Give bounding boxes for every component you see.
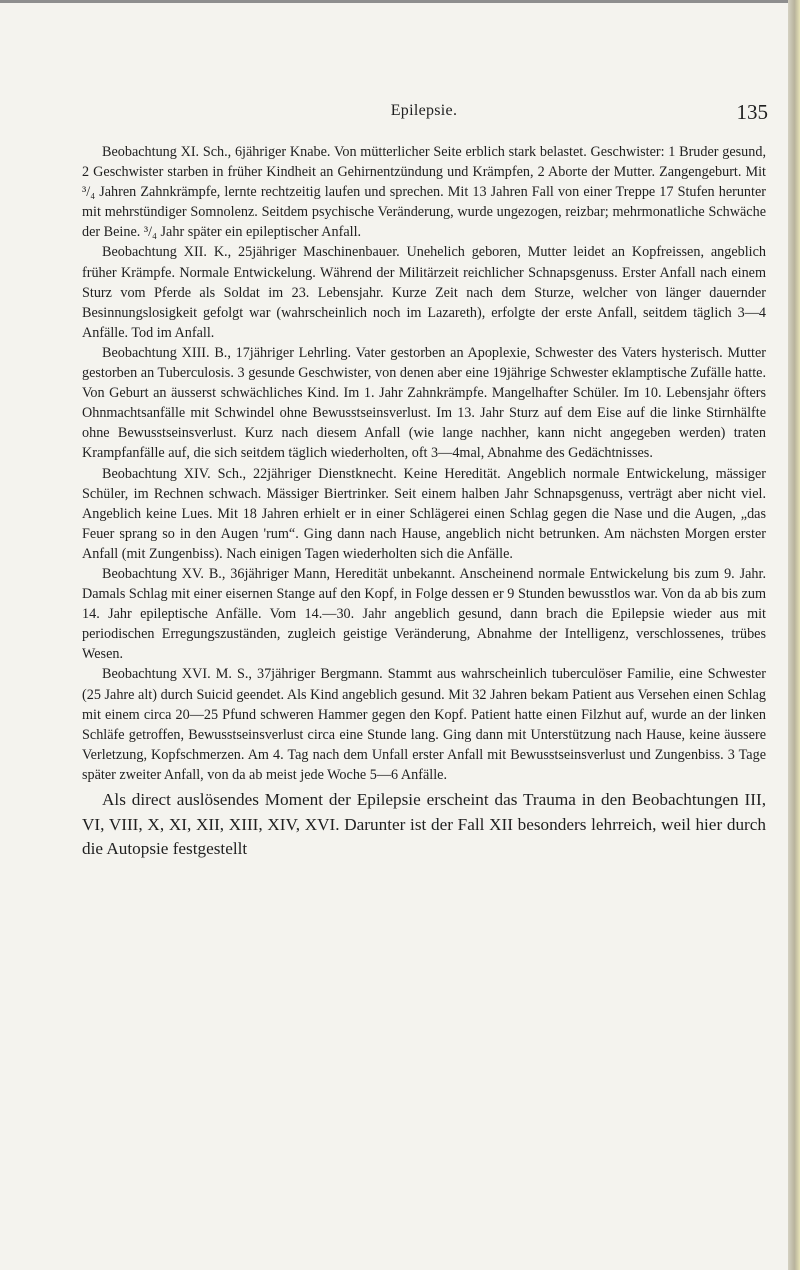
paragraph-conclusion: Als direct auslösendes Moment der Epilepsie erscheint das Trauma in den Beobachtungen III, VI, VIII, X, XI, XII, XIII, XIV, XVI. Darunter ist der Fall XII besonders lehrreich, weil hier durch die Autopsie festgestellt	[82, 790, 766, 858]
paragraph-observation-xv: Beobachtung XV. B., 36jähriger Mann, Heredität unbekannt. Anscheinend normale Entwickelung bis zum 9. Jahr. Damals Schlag mit einer eisernen Stange auf den Kopf, in Folge dessen er 9 Stunden bewusstlos war. Von da ab bis zum 14. Jahr epileptische Anfälle. Vom 14.—30. Jahr angeblich gesund, dann brach die Epilepsie wieder aus mit periodischen Erregungszuständen, zugleich geistige Veränderung, Abnahme der Intelligenz, verschlossenes, trübes Wesen.	[82, 565, 766, 663]
book-spine-edge	[788, 0, 800, 1270]
page-number: 135	[736, 100, 768, 124]
page-header	[80, 100, 768, 130]
paragraph-observation-xvi: Beobachtung XVI. M. S., 37jähriger Bergmann. Stammt aus wahrscheinlich tuberculöser Familie, eine Schwester (25 Jahre alt) durch Suicid geendet. Als Kind angeblich gesund. Mit 32 Jahren bekam Patient aus Versehen einen Schlag mit einem circa 20—25 Pfund schweren Hammer gegen den Kopf. Patient hatte einen Filzhut auf, wurde an der linken Schläfe getroffen, Bewusstseinsverlust circa eine Stunde lang. Ging dann mit Unterstützung nach Hause, keine äussere Verletzung, Kopfschmerzen. Am 4. Tag nach dem Unfall erster Anfall mit Bewusstseinsverlust und Zungenbiss. 3 Tage später zweiter Anfall, von da ab meist jede Woche 5—6 Anfälle.	[82, 666, 766, 783]
paragraph-observation-xii: Beobachtung XII. K., 25jähriger Maschinenbauer. Unehelich geboren, Mutter leidet an Kopfreissen, angeblich früher Krämpfe. Normale Entwickelung. Während der Militärzeit reichlicher Schnapsgenuss. Erster Anfall nach einem Sturz vom Pferde als Soldat im 23. Lebensjahr. Kurze Zeit nach dem Sturze, welcher von länger dauernder Besinnungslosigkeit gefolgt war (wahrscheinlich noch im Lazareth), erfolgte der erste Anfall, seitdem täglich 3—4 Anfälle. Tod im Anfall.	[82, 244, 766, 341]
paragraph-observation-xi: Beobachtung XI. Sch., 6jähriger Knabe. Von mütterlicher Seite erblich stark belastet. Geschwister: 1 Bruder gesund, 2 Geschwister starben in früher Kindheit an Gehirnentzündung und Krämpfen, 2 Aborte der Mutter. Zangengeburt. Mit ³/₄ Jahren Zahnkrämpfe, lernte rechtzeitig laufen und sprechen. Mit 13 Jahren Fall von einer Treppe 17 Stufen herunter mit mehrstündiger Somnolenz. Seitdem psychische Veränderung, wurde ungezogen, reizbar; mehrmonatliche Schwäche der Beine. ³/₄ Jahr später ein epileptischer Anfall.	[82, 144, 766, 241]
page-top-edge	[0, 0, 800, 3]
paragraph-observation-xiv: Beobachtung XIV. Sch., 22jähriger Dienstknecht. Keine Heredität. Angeblich normale Entwickelung, mässiger Schüler, im Rechnen schwach. Mässiger Biertrinker. Seit einem halben Jahr Schnapsgenuss, verträgt aber nicht viel. Angeblich keine Lues. Mit 18 Jahren erhielt er in einer Schlägerei einen Schlag gegen die Nase und die Augen, „das Feuer sprang so in den Augen 'rum“. Ging dann nach Hause, angeblich nicht betrunken. Am nächsten Morgen erster Anfall (mit Zungenbiss). Nach einigen Tagen wiederholten sich die Anfälle.	[82, 465, 766, 562]
running-head: Epilepsie.	[390, 102, 458, 119]
body-text	[82, 142, 766, 862]
paragraph-observation-xiii: Beobachtung XIII. B., 17jähriger Lehrling. Vater gestorben an Apoplexie, Schwester des Vaters hysterisch. Mutter gestorben an Tuberculosis. 3 gesunde Geschwister, von denen aber eine 19jährige Schwester eklamptische Zufälle hatte. Von Geburt an äusserst schwächliches Kind. Im 1. Jahr Zahnkrämpfe. Mangelhafter Schüler. Im 10. Lebensjahr öfters Ohnmachtsanfälle mit Schwindel ohne Bewusstseinsverlust. Im 13. Jahr Sturz auf dem Eise auf die linke Stirnhälfte ohne Bewusstseinsverlust. Kurz nach diesem Anfall (wie lange nachher, kann nicht angegeben werden) traten Krampfanfälle auf, die sich seitdem täglich wiederholten, oft 3—4mal, Abnahme des Gedächtnisses.	[82, 344, 766, 462]
